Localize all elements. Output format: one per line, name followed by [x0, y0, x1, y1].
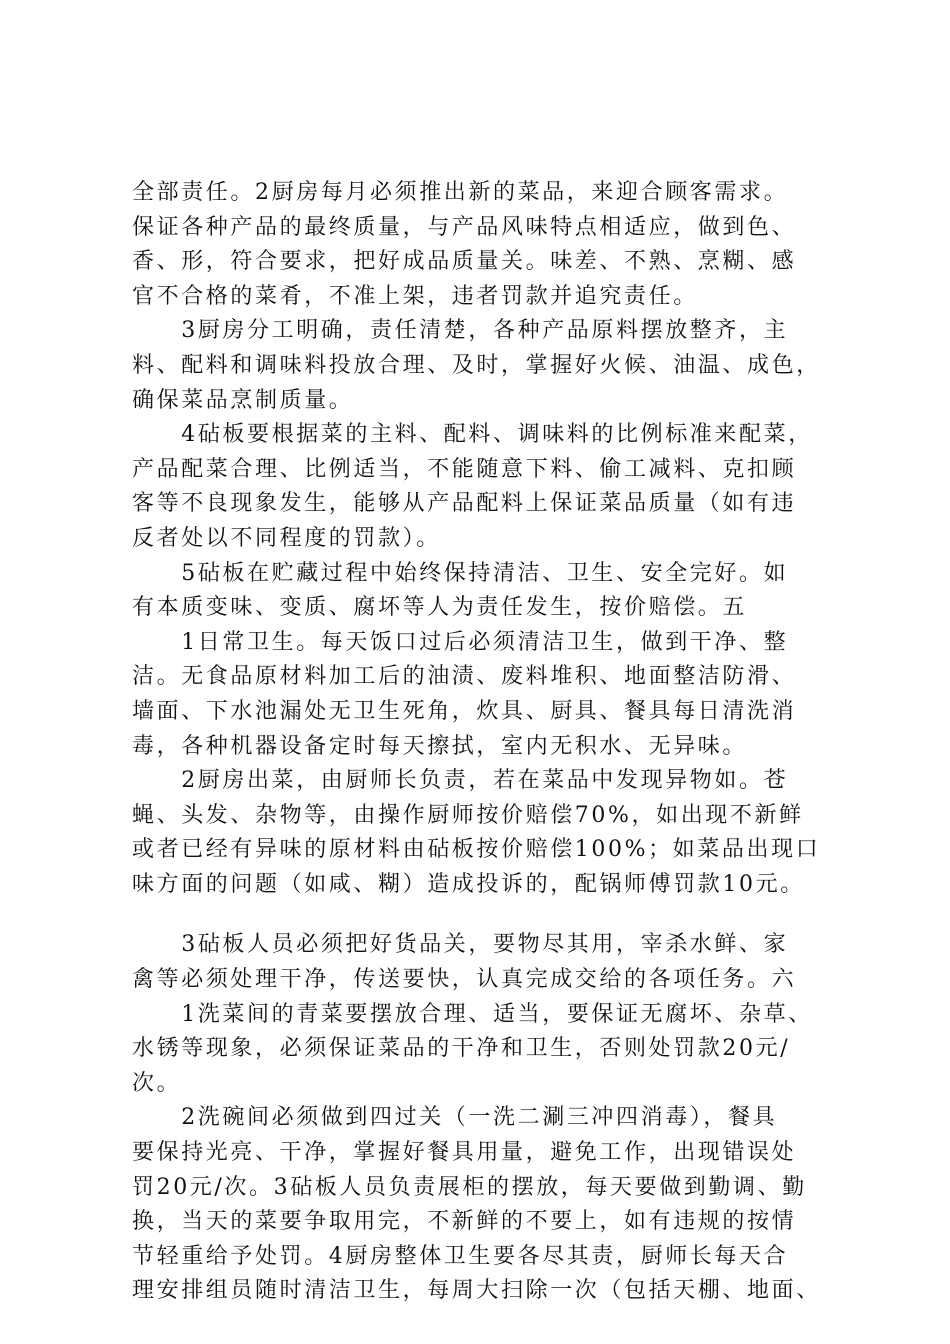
text-line: 水锈等现象，必须保证菜品的干净和卫生，否则处罚款20元/ [132, 1036, 791, 1062]
text-line: 香、形，符合要求，把好成品质量关。味差、不熟、烹糊、感 [132, 249, 797, 275]
text-line: 确保菜品烹制质量。 [132, 387, 354, 413]
text-line: 反者处以不同程度的罚款）。 [132, 525, 441, 551]
text-line: 或者已经有异味的原材料由砧板按价赔偿100%；如菜品出现口 [132, 837, 821, 863]
text-line: 1洗菜间的青菜要摆放合理、适当，要保证无腐坏、杂草、 [132, 1001, 813, 1027]
text-line: 2厨房出菜，由厨师长负责，若在菜品中发现异物如。苍 [132, 768, 789, 794]
text-line: 洁。无食品原材料加工后的油渍、废料堆积、地面整洁防滑、 [132, 664, 797, 690]
text-line: 保证各种产品的最终质量，与产品风味特点相适应，做到色、 [132, 214, 797, 240]
text-line: 味方面的问题（如咸、糊）造成投诉的，配锅师傅罚款10元。 [132, 871, 805, 897]
text-line: 罚20元/次。3砧板人员负责展柜的摆放，每天要做到勤调、勤 [132, 1174, 807, 1200]
body-text [132, 176, 852, 1309]
text-line: 1日常卫生。每天饭口过后必须清洁卫生，做到干净、整 [132, 629, 789, 655]
text-line: 5砧板在贮藏过程中始终保持清洁、卫生、安全完好。如 [132, 560, 789, 586]
text-line: 4砧板要根据菜的主料、配料、调味料的比例标准来配菜， [132, 422, 813, 448]
text-line: 换，当天的菜要争取用完，不新鲜的不要上，如有违规的按情 [132, 1209, 797, 1235]
paragraph-gap [132, 902, 852, 928]
text-line: 3厨房分工明确，责任清楚，各种产品原料摆放整齐，主 [132, 318, 789, 344]
text-line: 客等不良现象发生，能够从产品配料上保证菜品质量（如有违 [132, 491, 797, 517]
text-line: 3砧板人员必须把好货品关，要物尽其用，宰杀水鲜、家 [132, 932, 789, 958]
text-line: 禽等必须处理干净，传送要快，认真完成交给的各项任务。六 [132, 967, 797, 993]
text-line: 毒，各种机器设备定时每天擦拭，室内无积水、无异味。 [132, 733, 748, 759]
text-line: 蝇、头发、杂物等，由操作厨师按价赔偿70%，如出现不新鲜 [132, 802, 804, 828]
text-line: 理安排组员随时清洁卫生，每周大扫除一次（包括天棚、地面、 [132, 1278, 821, 1304]
text-line: 料、配料和调味料投放合理、及时，掌握好火候、油温、成色， [132, 352, 821, 378]
text-line: 次。 [132, 1070, 182, 1096]
text-line: 2洗碗间必须做到四过关（一洗二涮三冲四消毒），餐具 [132, 1105, 778, 1131]
text-line: 全部责任。2厨房每月必须推出新的菜品，来迎合顾客需求。 [132, 180, 789, 205]
text-line: 要保持光亮、干净，掌握好餐具用量，避免工作，出现错误处 [132, 1140, 797, 1166]
text-line: 官不合格的菜肴，不准上架，违者罚款并追究责任。 [132, 283, 698, 309]
text-line: 节轻重给予处罚。4厨房整体卫生要各尽其责，厨师长每天合 [132, 1243, 789, 1269]
text-line: 墙面、下水池漏处无卫生死角，炊具、厨具、餐具每日清洗消 [132, 698, 797, 724]
text-line: 有本质变味、变质、腐坏等人为责任发生，按价赔偿。五 [132, 595, 748, 621]
text-line: 产品配菜合理、比例适当，不能随意下料、偷工减料、克扣顾 [132, 456, 797, 482]
